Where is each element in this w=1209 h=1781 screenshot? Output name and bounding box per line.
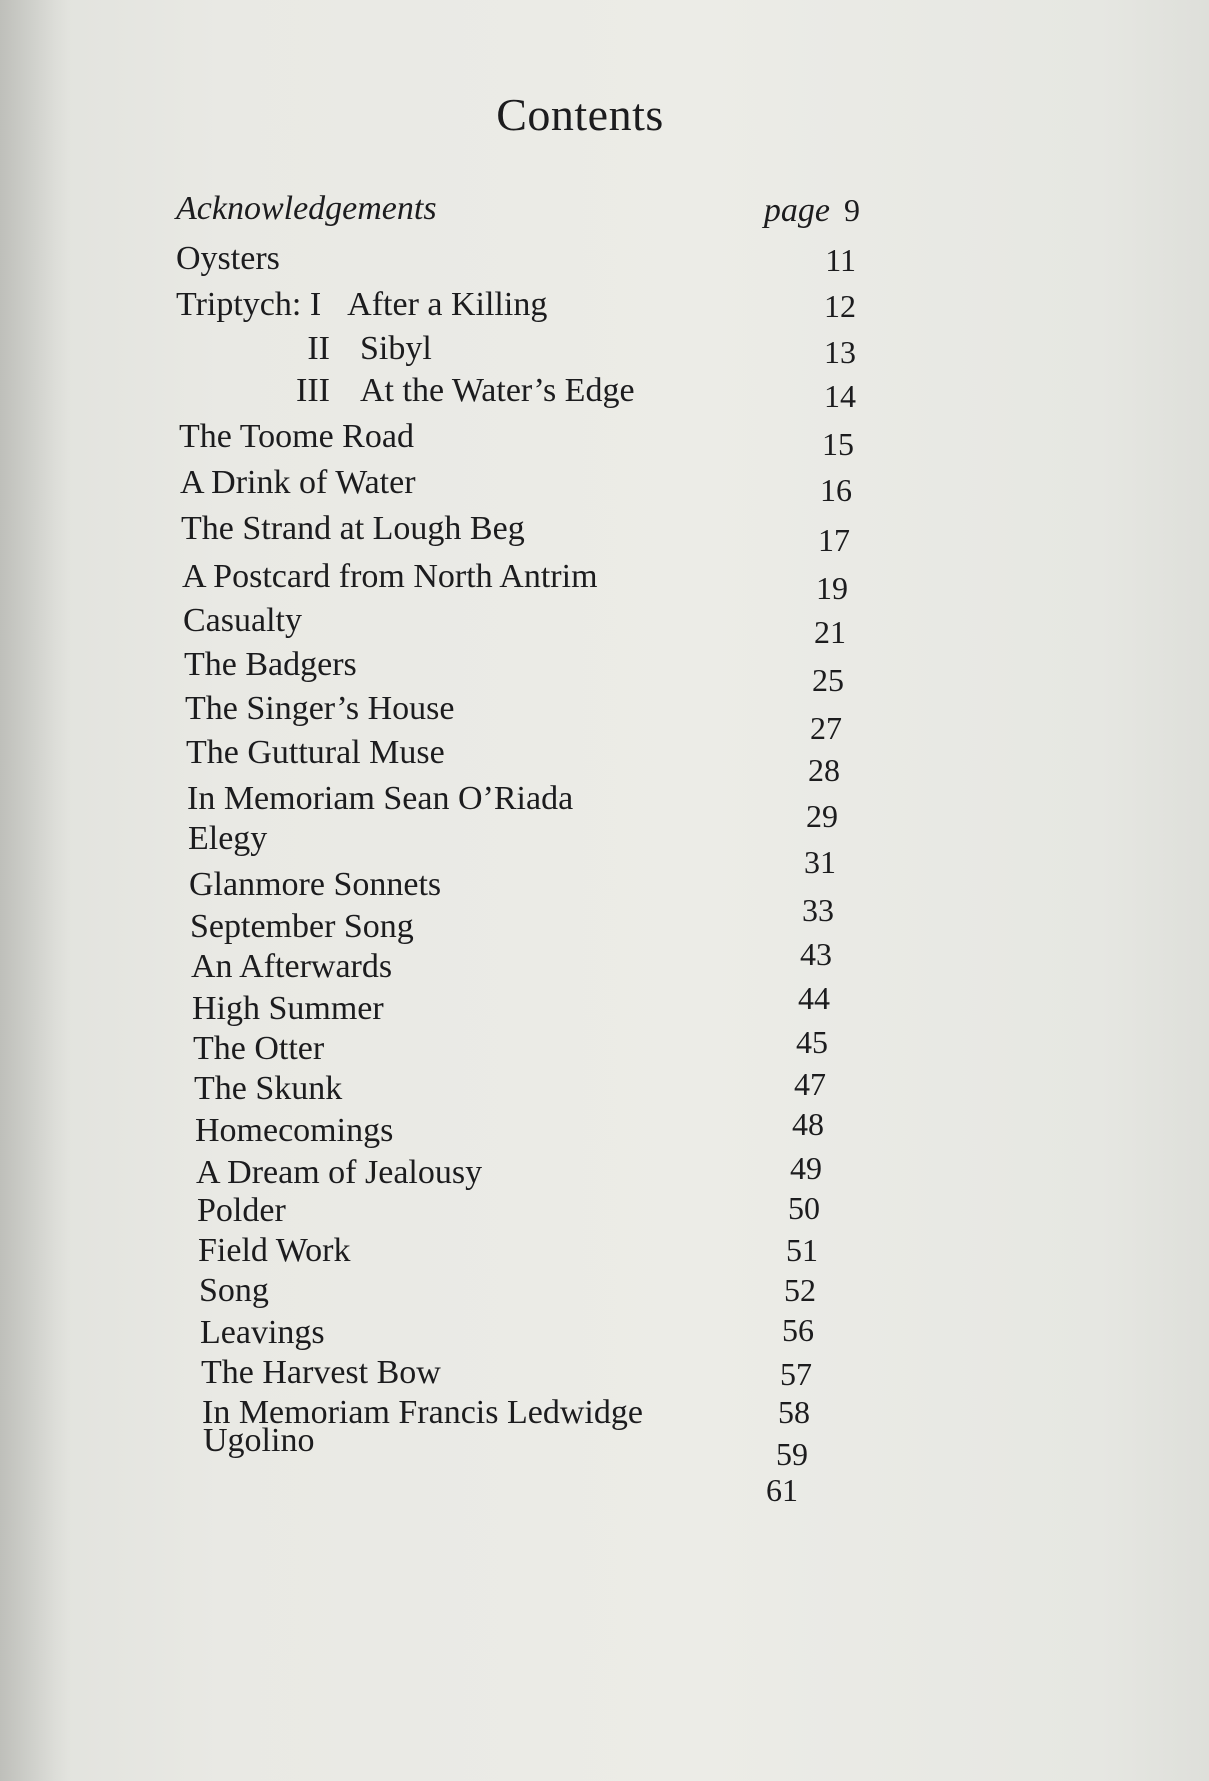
toc-entry-title: Sibyl xyxy=(360,330,432,367)
toc-entry xyxy=(184,648,357,682)
toc-page-number: 11 xyxy=(825,242,856,278)
toc-entry xyxy=(186,736,445,770)
toc-entry xyxy=(180,466,416,500)
toc-entry xyxy=(176,242,280,276)
toc-entry xyxy=(193,1032,324,1066)
toc-entry-title: In Memoriam Sean O’Riada xyxy=(187,780,574,817)
toc-entry-title: The Toome Road xyxy=(179,418,414,455)
toc-entry xyxy=(182,560,598,594)
toc-entry xyxy=(176,288,547,322)
toc-page-number xyxy=(740,194,860,228)
toc-page-number: 27 xyxy=(810,710,842,746)
toc-page-number: 28 xyxy=(808,752,840,788)
toc-entry-title: The Strand at Lough Beg xyxy=(181,510,525,547)
toc-entry-title: Acknowledgements xyxy=(176,190,437,227)
toc-page-number: 52 xyxy=(784,1272,816,1308)
toc-page-number: 16 xyxy=(820,472,852,508)
toc-entry xyxy=(188,822,267,856)
toc-page-number: 48 xyxy=(792,1106,824,1142)
toc-entry xyxy=(192,992,384,1026)
toc-page-number: 49 xyxy=(790,1150,822,1186)
toc-page-number: 44 xyxy=(798,980,830,1016)
toc-entry-acknowledgements xyxy=(176,192,437,226)
toc-entry-title: A Drink of Water xyxy=(180,464,416,501)
toc-entry-title: After a Killing xyxy=(347,286,548,323)
toc-entry-title: Song xyxy=(199,1272,269,1309)
toc-entry-title: The Guttural Muse xyxy=(186,734,445,771)
toc-entry xyxy=(194,1072,342,1106)
toc-entry-title: Homecomings xyxy=(195,1112,394,1149)
toc-page-value: 9 xyxy=(844,192,860,228)
toc-page-number: 58 xyxy=(778,1394,810,1430)
toc-page-number: 33 xyxy=(802,892,834,928)
toc-page-number: 21 xyxy=(814,614,846,650)
toc-page-number: 51 xyxy=(786,1232,818,1268)
toc-entry-title: Leavings xyxy=(200,1314,325,1351)
toc-entry xyxy=(179,420,414,454)
toc-entry xyxy=(270,374,635,408)
toc-entry-title: Ugolino xyxy=(203,1422,315,1459)
toc-entry-title: An Afterwards xyxy=(191,948,393,985)
toc-entry-title: September Song xyxy=(190,908,414,945)
toc-entry-prefix: III xyxy=(296,372,330,409)
toc-entry xyxy=(203,1424,314,1458)
toc-entry-title: A Dream of Jealousy xyxy=(196,1154,483,1191)
toc-page-number: 13 xyxy=(824,334,856,370)
toc-entry xyxy=(198,1234,350,1268)
page-label: page xyxy=(763,192,830,229)
page-title: Contents xyxy=(496,89,664,140)
toc-page-number: 17 xyxy=(818,522,850,558)
toc-page-number: 56 xyxy=(782,1312,814,1348)
toc-entry-title: The Harvest Bow xyxy=(201,1354,441,1391)
toc-page-number: 15 xyxy=(822,426,854,462)
toc-entry-title: Polder xyxy=(197,1192,286,1229)
toc-entry-title: A Postcard from North Antrim xyxy=(182,558,598,595)
toc-page-number: 57 xyxy=(780,1356,812,1392)
toc-entry-title: In Memoriam Francis Ledwidge xyxy=(202,1394,643,1431)
toc-entry-prefix: Triptych: I xyxy=(176,286,322,323)
toc-page-number: 29 xyxy=(806,798,838,834)
toc-entry xyxy=(187,782,573,816)
toc-page-number: 25 xyxy=(812,662,844,698)
toc-entry-title: High Summer xyxy=(192,990,384,1027)
toc-entry xyxy=(197,1194,286,1228)
toc-entry-title: The Otter xyxy=(193,1030,325,1067)
toc-entry-title: The Skunk xyxy=(194,1070,343,1107)
toc-entry xyxy=(201,1356,441,1390)
toc-page-number: 43 xyxy=(800,936,832,972)
toc-page-number: 59 xyxy=(776,1436,808,1472)
toc-entry xyxy=(181,512,525,546)
toc-entry-title: Elegy xyxy=(188,820,268,857)
toc-entry xyxy=(191,950,392,984)
toc-entry xyxy=(190,910,414,944)
toc-entry xyxy=(270,332,432,366)
toc-page-number: 12 xyxy=(824,288,856,324)
toc-entry-title: Oysters xyxy=(176,240,280,277)
toc-entry xyxy=(189,868,441,902)
toc-entry-title: The Singer’s House xyxy=(185,690,455,727)
toc-page-number: 61 xyxy=(766,1472,798,1508)
toc-page-number: 45 xyxy=(796,1024,828,1060)
toc-entry-title: Glanmore Sonnets xyxy=(189,866,442,903)
toc-page-number: 19 xyxy=(816,570,848,606)
toc-entry xyxy=(185,692,454,726)
toc-entry-prefix: II xyxy=(307,330,330,367)
toc-page-number: 47 xyxy=(794,1066,826,1102)
toc-entry xyxy=(196,1156,482,1190)
toc-entry xyxy=(195,1114,393,1148)
toc-page-number: 14 xyxy=(824,378,856,414)
toc-entry xyxy=(199,1274,269,1308)
toc-entry-title: At the Water’s Edge xyxy=(360,372,635,409)
toc-entry-title: Casualty xyxy=(183,602,302,639)
toc-page-number: 50 xyxy=(788,1190,820,1226)
toc-entry-title: The Badgers xyxy=(184,646,357,683)
toc-page-number: 31 xyxy=(804,844,836,880)
toc-entry xyxy=(183,604,302,638)
toc-entry xyxy=(200,1316,325,1350)
toc-entry-title: Field Work xyxy=(198,1232,351,1269)
page-edge-shadow xyxy=(0,0,70,1781)
